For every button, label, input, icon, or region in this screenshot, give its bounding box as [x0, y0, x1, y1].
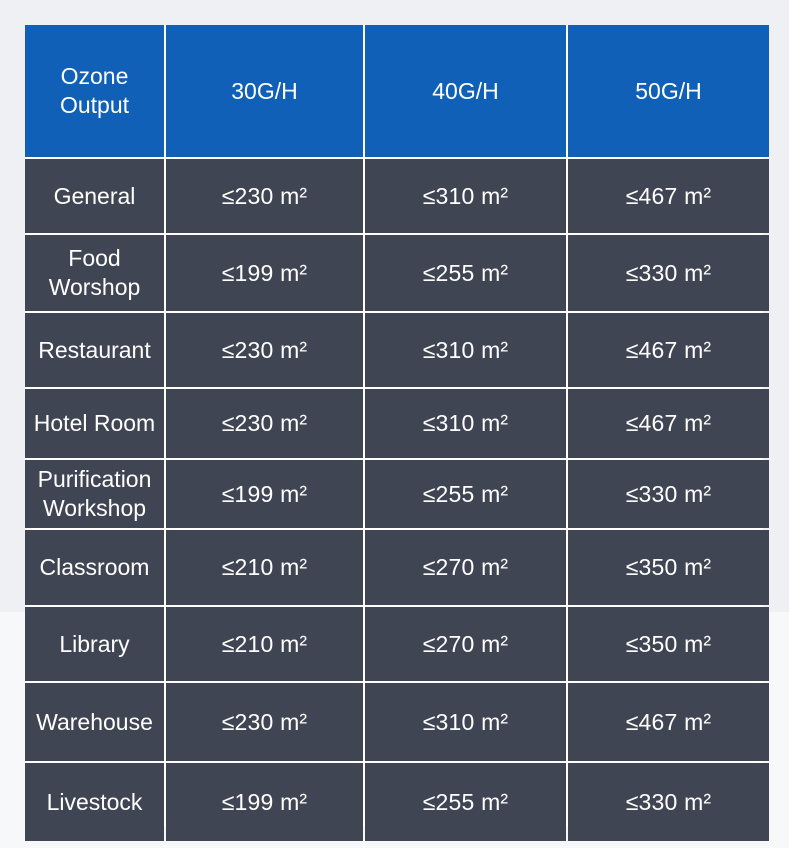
header-label-line2: Output: [59, 92, 130, 118]
table-cell: ≤270 m²: [365, 607, 566, 681]
ozone-coverage-table: [25, 25, 763, 826]
table-cell: ≤330 m²: [568, 763, 769, 841]
table-cell: ≤467 m²: [568, 389, 769, 458]
table-cell: ≤330 m²: [568, 235, 769, 311]
table-cell: ≤270 m²: [365, 530, 566, 605]
table-cell: ≤210 m²: [166, 530, 363, 605]
table-cell: ≤199 m²: [166, 460, 363, 528]
table-cell: ≤467 m²: [568, 313, 769, 387]
row-label: Livestock: [25, 763, 164, 841]
row-label: Restaurant: [25, 313, 164, 387]
table-cell: ≤255 m²: [365, 763, 566, 841]
header-label-line1: Ozone: [60, 63, 129, 90]
table-cell: ≤310 m²: [365, 389, 566, 458]
table-cell: ≤199 m²: [166, 763, 363, 841]
table-cell: ≤350 m²: [568, 530, 769, 605]
table-cell: ≤230 m²: [166, 389, 363, 458]
row-label: Classroom: [25, 530, 164, 605]
table-cell: ≤210 m²: [166, 607, 363, 681]
table-cell: ≤230 m²: [166, 159, 363, 233]
header-col-50gh: 50G/H: [568, 25, 769, 157]
table-cell: ≤199 m²: [166, 235, 363, 311]
table-cell: ≤230 m²: [166, 683, 363, 761]
table-cell: ≤350 m²: [568, 607, 769, 681]
table-cell: ≤255 m²: [365, 235, 566, 311]
header-col-30gh: 30G/H: [166, 25, 363, 157]
header-col-40gh: 40G/H: [365, 25, 566, 157]
row-label: General: [25, 159, 164, 233]
row-label: Food Worshop: [25, 235, 164, 311]
table-cell: ≤310 m²: [365, 159, 566, 233]
table-cell: ≤467 m²: [568, 683, 769, 761]
table-cell: ≤330 m²: [568, 460, 769, 528]
table-cell: ≤255 m²: [365, 460, 566, 528]
table-cell: ≤467 m²: [568, 159, 769, 233]
table-cell: ≤230 m²: [166, 313, 363, 387]
row-label: Library: [25, 607, 164, 681]
row-label: Hotel Room: [25, 389, 164, 458]
row-label: Warehouse: [25, 683, 164, 761]
table-cell: ≤310 m²: [365, 313, 566, 387]
header-ozone-output: [25, 25, 164, 157]
table-cell: ≤310 m²: [365, 683, 566, 761]
row-label: Purification Workshop: [25, 460, 164, 528]
